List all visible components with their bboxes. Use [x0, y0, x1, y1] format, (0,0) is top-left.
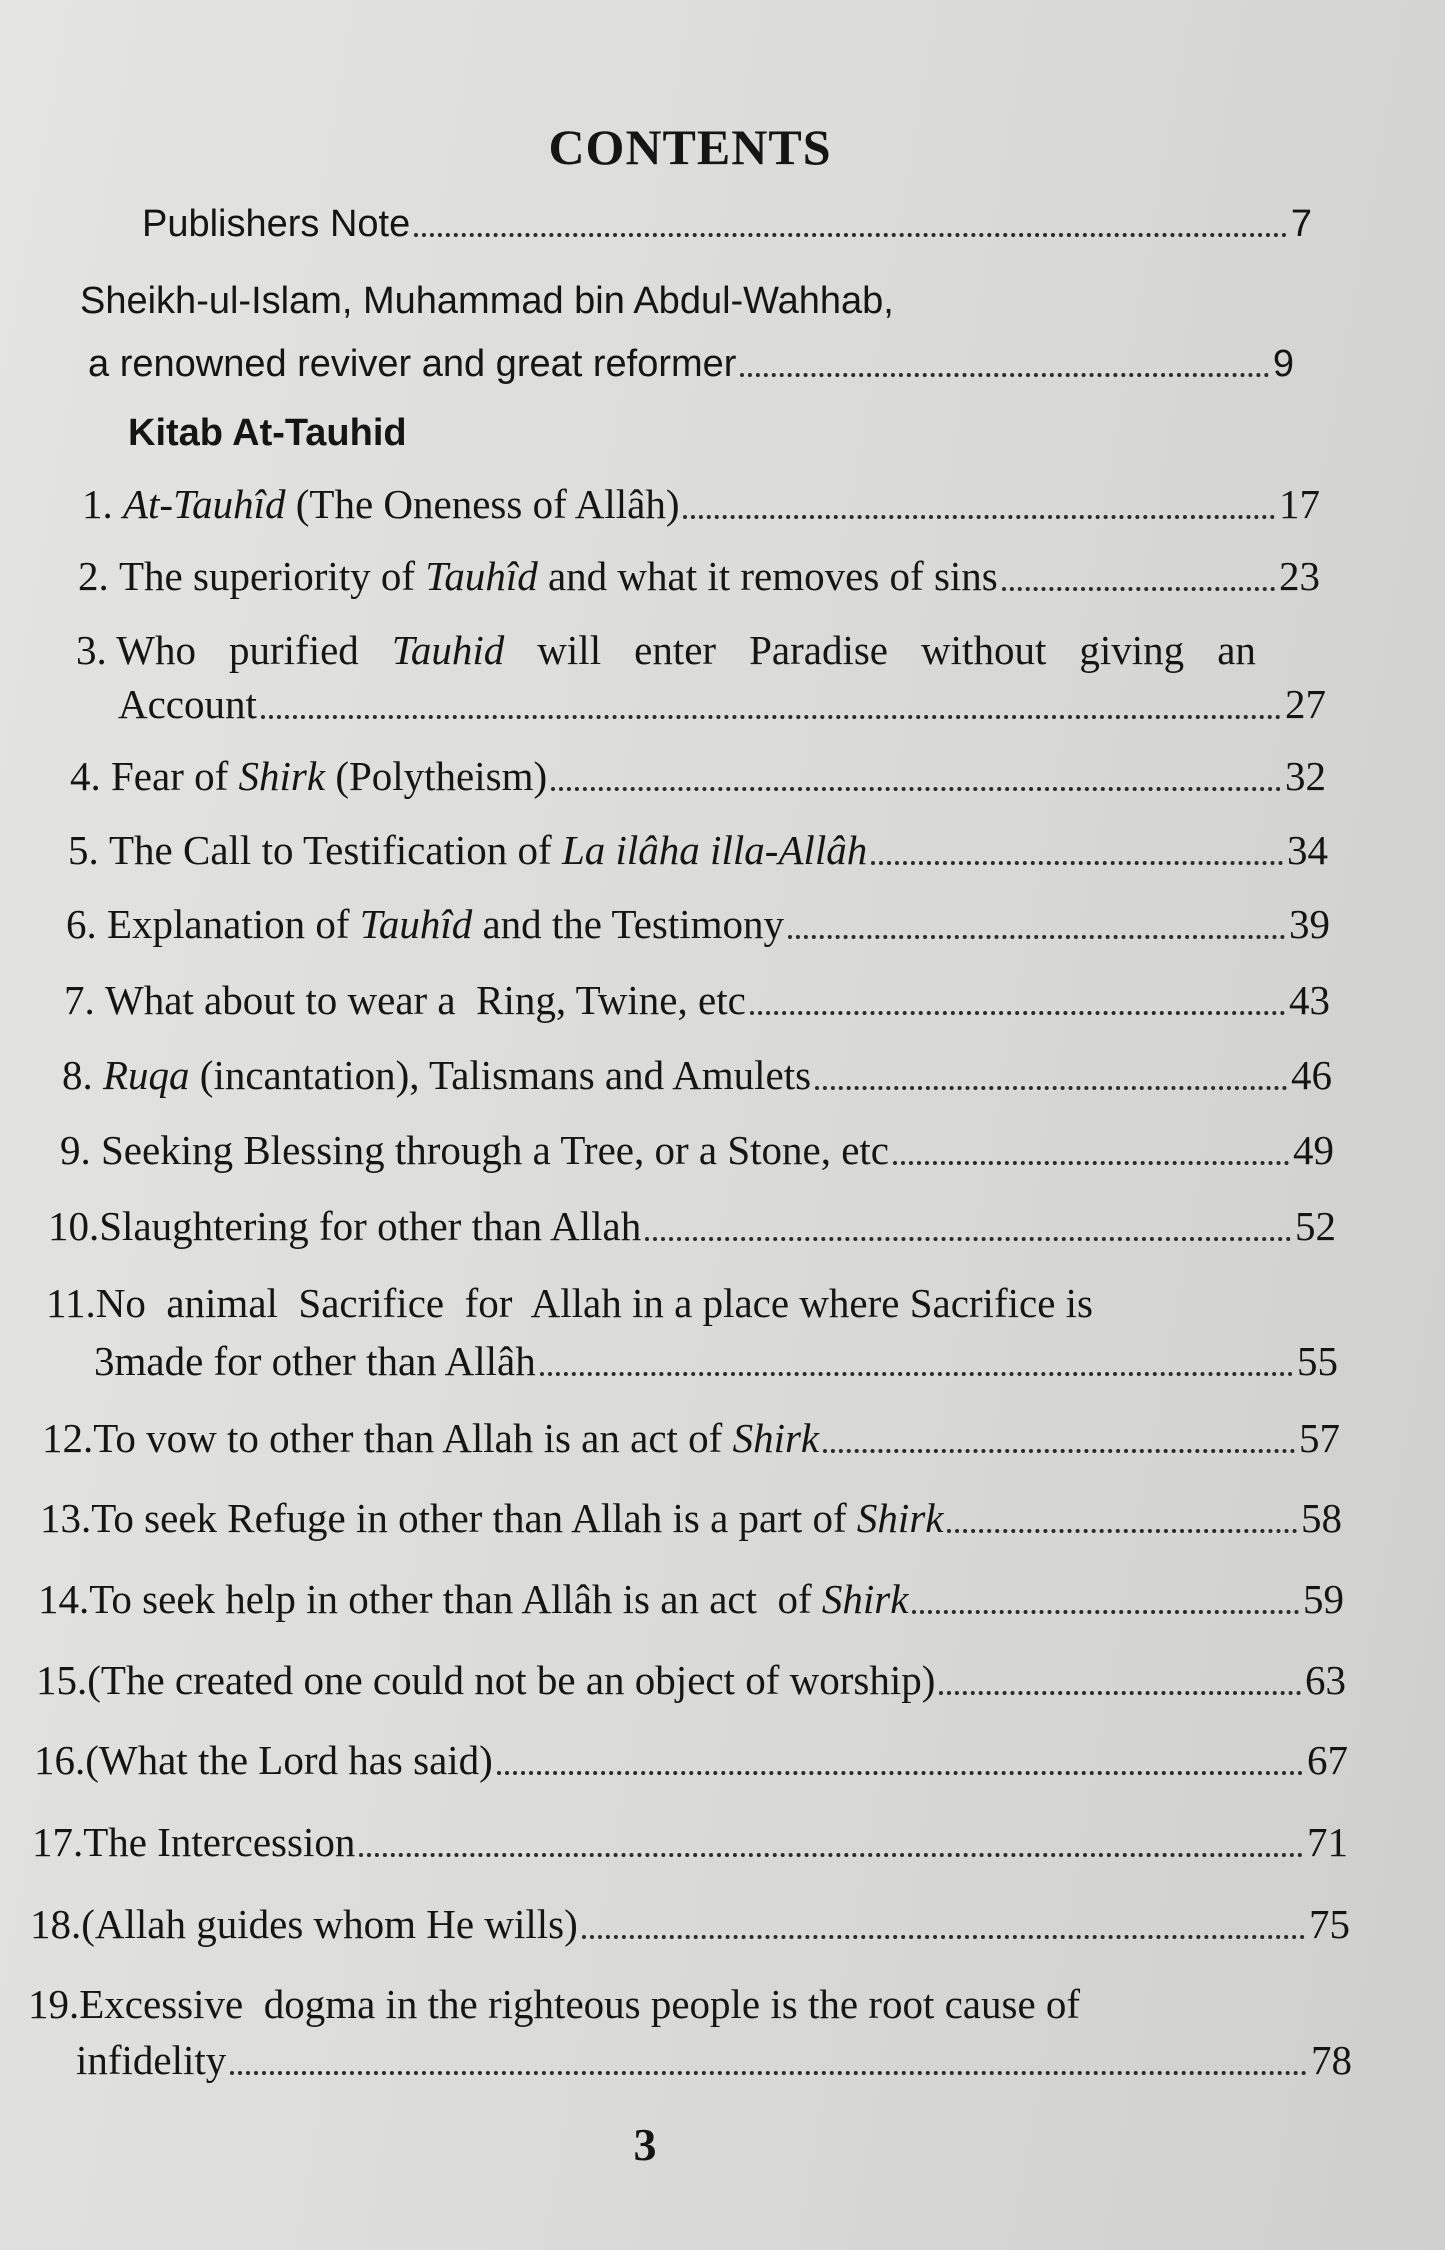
entry-word: will — [537, 627, 602, 673]
entry-text: To vow to other than Allah is an act of — [93, 1415, 733, 1461]
toc-entry-16 — [34, 1737, 1348, 1783]
entry-number: 12. — [42, 1415, 94, 1461]
entry-italic: At-Tauhîd — [123, 481, 286, 527]
toc-entry-11-line1 — [46, 1280, 1093, 1326]
entry-text: (What the Lord has said) — [85, 1737, 493, 1783]
entry-text: Slaughtering for other than Allah — [99, 1203, 642, 1249]
toc-entry-sheikh — [88, 345, 1294, 383]
entry-page: 46 — [1291, 1052, 1332, 1098]
entry-number: 13. — [40, 1495, 92, 1541]
entry-word: Who — [116, 627, 196, 673]
entry-word: without — [921, 627, 1047, 673]
entry-italic: Shirk — [821, 1576, 909, 1622]
toc-entry-18 — [30, 1901, 1350, 1947]
entry-number: 14. — [38, 1576, 90, 1622]
entry-number: 17. — [32, 1819, 84, 1865]
entry-page: 27 — [1285, 681, 1326, 727]
entry-number: 16. — [34, 1737, 86, 1783]
dot-leader — [645, 1237, 1291, 1241]
entry-word: purified — [229, 627, 359, 673]
dot-leader — [497, 1771, 1303, 1775]
entry-text: To seek Refuge in other than Allah is a part of — [91, 1495, 857, 1541]
toc-entry-2 — [78, 553, 1320, 599]
entry-italic: Ruqa — [103, 1052, 190, 1098]
entry-number: 3. — [76, 627, 107, 673]
toc-entry-13 — [40, 1495, 1342, 1541]
entry-page: 71 — [1307, 1819, 1348, 1865]
toc-entry-14 — [38, 1576, 1344, 1622]
entry-text: Explanation of — [107, 901, 360, 947]
toc-entry-1 — [82, 481, 1320, 527]
entry-page: 23 — [1279, 553, 1320, 599]
entry-italic: Tauhîd — [359, 901, 473, 947]
entry-number: 2. — [78, 553, 109, 599]
entry-italic: Tauhid — [391, 627, 505, 673]
entry-page: 58 — [1301, 1495, 1342, 1541]
entry-number: 10. — [48, 1203, 100, 1249]
entry-word: an — [1217, 627, 1256, 673]
entry-page: 75 — [1309, 1901, 1350, 1947]
entry-word: giving — [1079, 627, 1185, 673]
entry-page: 43 — [1289, 977, 1330, 1023]
toc-entry-8 — [62, 1052, 1332, 1098]
entry-number: 11. — [46, 1280, 96, 1326]
page-number: 3 — [633, 2119, 657, 2170]
toc-entry-12 — [42, 1415, 1340, 1461]
entry-page: 63 — [1305, 1657, 1346, 1703]
entry-italic: Shirk — [856, 1495, 944, 1541]
entry-number: 4. — [70, 753, 101, 799]
entry-text: The Intercession — [83, 1819, 356, 1865]
entry-number: 18. — [30, 1901, 82, 1947]
entry-page: 59 — [1303, 1576, 1344, 1622]
entry-number: 8. — [62, 1052, 93, 1098]
toc-entry-sheikh-line1: Sheikh-ul-Islam, Muhammad bin Abdul-Wahhab, — [80, 280, 894, 322]
entry-text: (The Oneness of Allâh) — [285, 481, 680, 527]
entry-page: 17 — [1279, 481, 1320, 527]
entry-number: 1. — [82, 481, 113, 527]
dot-leader — [261, 715, 1281, 719]
toc-entry-10 — [48, 1203, 1336, 1249]
entry-text: What about to wear a Ring, Twine, etc — [105, 977, 746, 1023]
dot-leader — [740, 373, 1268, 377]
dot-leader — [551, 787, 1281, 791]
entry-page: 39 — [1289, 901, 1330, 947]
entry-text-post: (Polytheism) — [325, 753, 548, 799]
page-title: CONTENTS — [548, 119, 832, 175]
entry-word: Paradise — [749, 627, 889, 673]
entry-page: 57 — [1299, 1415, 1340, 1461]
toc-entry-5 — [68, 827, 1328, 873]
entry-text: Account — [118, 681, 257, 727]
dot-leader — [947, 1529, 1297, 1533]
entry-text: To seek help in other than Allâh is an act of — [89, 1576, 822, 1622]
entry-number: 6. — [66, 901, 97, 947]
entry-text: The Call to Testification of — [109, 827, 562, 873]
entry-italic: Tauhîd — [425, 553, 538, 599]
entry-word: enter — [634, 627, 717, 673]
entry-text: (The created one could not be an object of worship) — [87, 1657, 936, 1703]
entry-page: 34 — [1287, 827, 1328, 873]
dot-leader — [815, 1086, 1287, 1090]
entry-italic: La ilâha illa-Allâh — [561, 827, 868, 873]
dot-leader — [939, 1691, 1301, 1695]
dot-leader — [871, 861, 1283, 865]
entry-text: Fear of — [111, 753, 239, 799]
entry-number: 15. — [36, 1657, 88, 1703]
toc-entry-7 — [64, 977, 1330, 1023]
dot-leader — [1002, 587, 1275, 591]
toc-entry-17 — [32, 1819, 1348, 1865]
entry-page: 55 — [1297, 1338, 1338, 1384]
toc-entry-15 — [36, 1657, 1346, 1703]
section-heading: Kitab At-Tauhid — [128, 412, 407, 454]
entry-italic: Shirk — [238, 753, 326, 799]
entry-number-and-word — [76, 627, 196, 673]
toc-entry-11 — [94, 1338, 1338, 1384]
dot-leader — [788, 935, 1285, 939]
entry-italic: Shirk — [732, 1415, 820, 1461]
entry-page: 9 — [1272, 343, 1294, 385]
entry-page: 7 — [1290, 203, 1312, 245]
entry-text: (Allah guides whom He wills) — [81, 1901, 578, 1947]
entry-number: 9. — [60, 1127, 91, 1173]
dot-leader — [540, 1372, 1293, 1376]
toc-entry-publishers-note — [142, 205, 1312, 243]
entry-text: 3made for other than Allâh — [94, 1338, 536, 1384]
toc-entry-4 — [70, 753, 1326, 799]
entry-text: Seeking Blessing through a Tree, or a Stone, etc — [101, 1127, 890, 1173]
entry-page: 49 — [1293, 1127, 1334, 1173]
toc-entry-19-line1 — [28, 1981, 1081, 2027]
toc-entry-3-line1 — [76, 627, 1256, 673]
entry-text: a renowned reviver and great reformer — [88, 343, 737, 385]
toc-entry-3 — [118, 681, 1326, 727]
entry-page: 52 — [1295, 1203, 1336, 1249]
entry-number: 19. — [28, 1981, 80, 2027]
entry-text: Excessive dogma in the righteous people is the root cause of — [79, 1981, 1081, 2027]
toc-entry-9 — [60, 1127, 1334, 1173]
entry-number: 5. — [68, 827, 99, 873]
entry-text-post: and what it removes of sins — [537, 553, 998, 599]
entry-page: 78 — [1311, 2037, 1352, 2083]
toc-entry-6 — [66, 901, 1330, 947]
toc-entry-19 — [76, 2037, 1352, 2083]
dot-leader — [893, 1161, 1289, 1165]
entry-text-post: and the Testimony — [472, 901, 785, 947]
dot-leader — [912, 1610, 1299, 1614]
dot-leader — [683, 515, 1275, 519]
dot-leader — [359, 1853, 1303, 1857]
dot-leader — [750, 1011, 1285, 1015]
entry-page: 67 — [1307, 1737, 1348, 1783]
dot-leader — [230, 2071, 1307, 2075]
dot-leader — [582, 1935, 1305, 1939]
dot-leader — [414, 233, 1287, 237]
entry-text: No animal Sacrifice for Allah in a place where Sacrifice is — [95, 1280, 1093, 1326]
entry-text: (incantation), Talismans and Amulets — [189, 1052, 812, 1098]
entry-text: infidelity — [76, 2037, 227, 2083]
entry-text: Publishers Note — [142, 203, 411, 245]
entry-text: The superiority of — [119, 553, 426, 599]
entry-number: 7. — [64, 977, 95, 1023]
dot-leader — [823, 1449, 1295, 1453]
entry-page: 32 — [1285, 753, 1326, 799]
